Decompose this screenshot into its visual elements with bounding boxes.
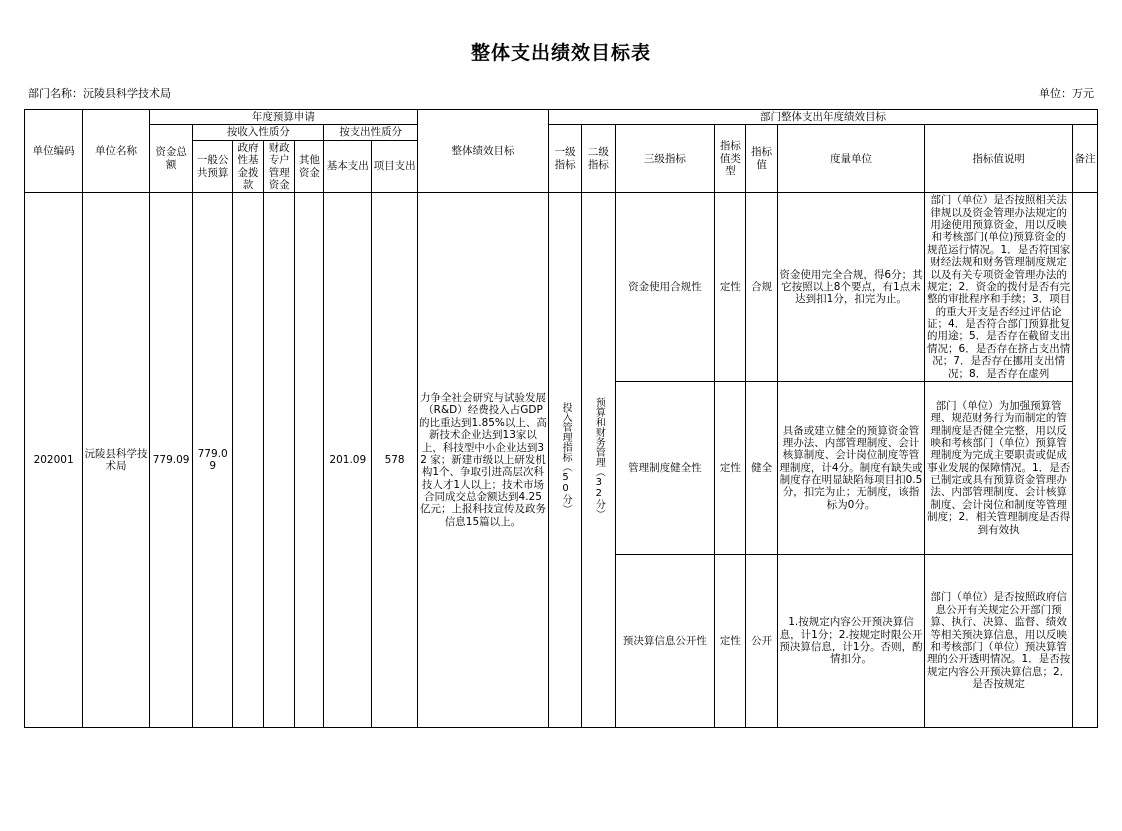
th-by-expense: 按支出性质分 [324,125,418,140]
th-level2: 二级指标 [582,125,615,193]
cell-level2 [582,193,615,728]
cell-indicator-desc-3: 部门（单位）是否按照政府信息公开有关规定公开部门预算、执行、决算、监督、绩效等相关预决算信息，用以反映和考核部门（单位）预决算管理的公开透明情况。1．是否按规定内容公开预决算信息；2．是否按规定 [925,554,1073,727]
cell-value-3: 公开 [746,554,777,727]
page-root [0,38,1122,831]
th-remark: 备注 [1072,125,1097,193]
th-annual-budget-request: 年度预算申请 [149,110,417,125]
department-name-label: 部门名称：沅陵县科学技术局 [28,87,171,100]
th-amount-total: 资金总额 [149,125,193,193]
cell-basic-expense: 201.09 [324,193,372,728]
cell-measure-unit-3: 1.按规定内容公开预决算信息，计1分；2.按规定时限公开预决算信息，计1分。否则，酌情扣分。 [777,554,925,727]
subheader [24,85,1098,101]
cell-fiscal-account-fund [264,193,295,728]
cell-level1 [548,193,581,728]
cell-measure-unit-2: 具备或建立健全的预算资金管理办法、内部管理制度、会计核算制度、会计岗位制度等管理制度，计4分。制度有缺失或制度存在明显缺陷每项目扣0.5分，扣完为止；无制度，该指标为0分。 [777,381,925,554]
cell-value-type-1: 定性 [715,193,746,382]
cell-level3-2: 管理制度健全性 [615,381,715,554]
th-level3: 三级指标 [615,125,715,193]
cell-level3-1: 资金使用合规性 [615,193,715,382]
cell-gov-fund [232,193,263,728]
page-title: 整体支出绩效目标表 [470,42,651,64]
th-other-fund: 其他资金 [295,140,324,193]
unit-of-measure-label: 单位：万元 [1039,87,1094,100]
th-value: 指标值 [746,125,777,193]
cell-level2-text: 预算和财务管理（32分） [593,397,605,520]
cell-other-fund [295,193,324,728]
cell-indicator-desc-2: 部门（单位）为加强预算管理、规范财务行为而制定的管理制度是否健全完整，用以反映和考核部门（单位）预算管理制度为完成主要职责或促成事业发展的保障情况。1．是否已制定或具有预算资金管理办法、内部管理制度、会计核算制度、会计岗位和制度等管理制度；2．相关管理制度是否得到有效执 [925,381,1073,554]
cell-unit-code: 202001 [25,193,83,728]
th-basic-expense: 基本支出 [324,140,372,193]
performance-goal-table [24,109,1098,728]
th-level1: 一级指标 [548,125,581,193]
cell-indicator-desc-1: 部门（单位）是否按照相关法律规以及资金管理办法规定的用途使用预算资金，用以反映和考核部门(单位)预算资金的规范运行情况。1．是否符国家财经法规和财务管理制度规定以及有关专项资金管理办法的规定；2．资金的拨付是否有完整的审批程序和手续；3．项目的重大开支是否经过评估论证；4．是否符合部门预算批复的用途；5．是否存在截留支出情况；6．是否存在挤占支出情况；7．是否存在挪用支出情况；8．是否存在虚列 [925,193,1073,382]
cell-value-2: 健全 [746,381,777,554]
th-fiscal-account-fund: 财政专户管理资金 [264,140,295,193]
cell-level3-3: 预决算信息公开性 [615,554,715,727]
cell-level1-text: 投入管理指标（50分） [560,402,572,515]
cell-general-public-budget: 779.09 [193,193,233,728]
cell-measure-unit-1: 资金使用完全合规，得6分；其它按照以上8个要点，有1点未达到扣1分，扣完为止。 [777,193,925,382]
th-measure-unit: 度量单位 [777,125,925,193]
header-row-2 [25,125,1098,140]
th-gov-fund: 政府性基金拨款 [232,140,263,193]
th-general-public-budget: 一般公共预算 [193,140,233,193]
cell-unit-name: 沅陵县科学技术局 [83,193,150,728]
cell-overall-goal: 力争全社会研究与试验发展（R&D）经费投入占GDP的比重达到1.85%以上、高新技术企业达到13家以上，科技型中小企业达到32 家；新建市级以上研发机构1个、争取引进高层次科技人才1人以上；技术市场合同成交总金额达到4.25亿元；上报科技宣传及政务信息15篇以上。 [417,193,548,728]
cell-project-expense: 578 [372,193,418,728]
th-unit-name: 单位名称 [83,110,150,193]
cell-value-1: 合规 [746,193,777,382]
th-by-income: 按收入性质分 [193,125,324,140]
header-row-1 [25,110,1098,125]
cell-amount-total: 779.09 [149,193,193,728]
th-project-expense: 项目支出 [372,140,418,193]
table-row [25,193,1098,382]
cell-value-type-2: 定性 [715,381,746,554]
th-value-type: 指标值类型 [715,125,746,193]
th-overall-goal: 整体绩效目标 [417,110,548,193]
th-indicator-desc: 指标值说明 [925,125,1073,193]
th-dept-annual-goal: 部门整体支出年度绩效目标 [548,110,1097,125]
th-unit-code: 单位编码 [25,110,83,193]
cell-value-type-3: 定性 [715,554,746,727]
cell-remark [1072,193,1097,728]
